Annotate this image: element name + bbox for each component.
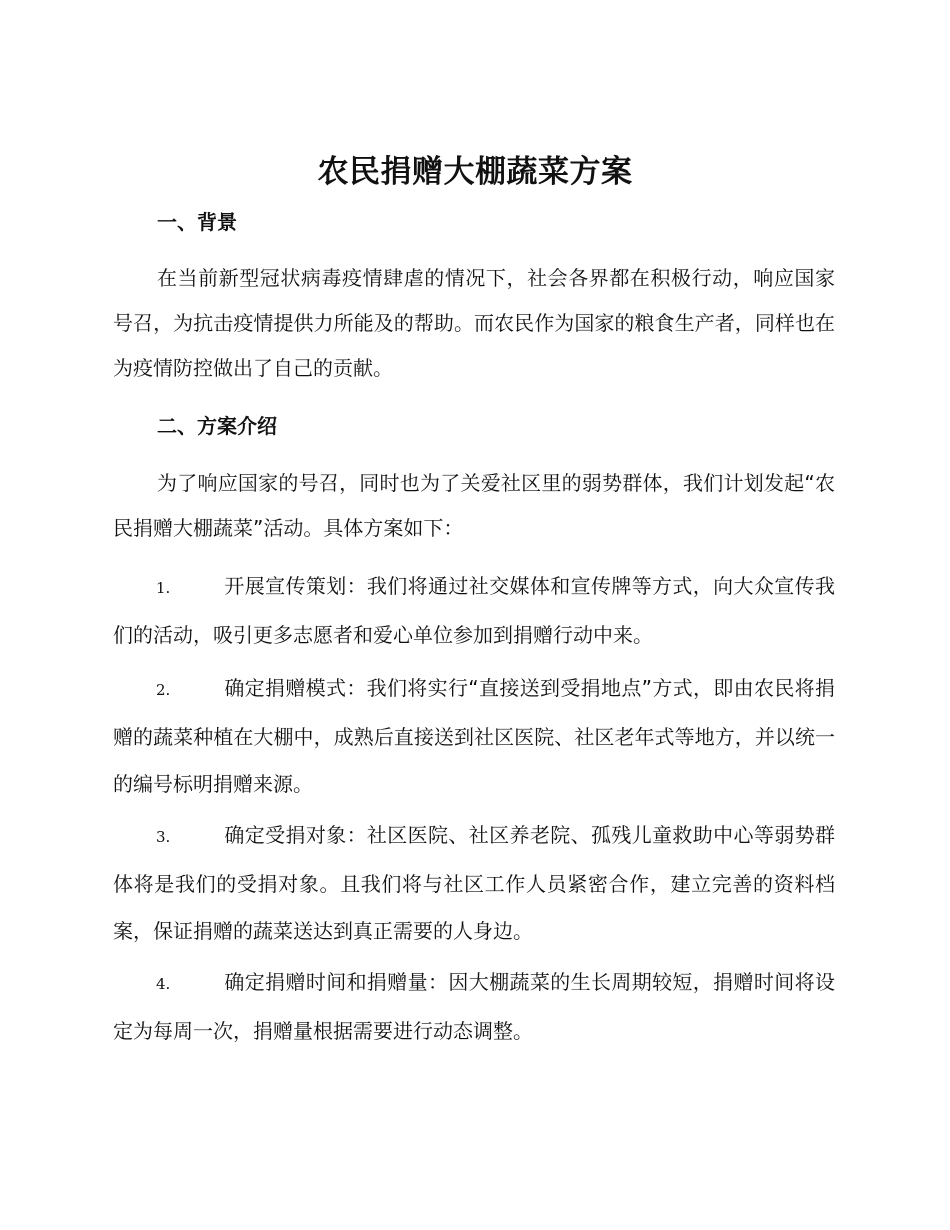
list-item-number: 3. [156,828,171,846]
section-heading-background: 一、背景 [157,210,237,234]
list-item-text: 确定捐赠时间和捐赠量：因大棚蔬菜的生长周期较短，捐赠时间将设定为每周一次，捐赠量根据需要进行动态调整。 [113,970,835,1043]
background-paragraph: 在当前新型冠状病毒疫情肆虐的情况下，社会各界都在积极行动，响应国家号召，为抗击疫情提供力所能及的帮助。而农民作为国家的粮食生产者，同样也在为疫情防控做出了自己的贡献。 [113,266,835,380]
list-item [113,665,835,808]
list-item [113,812,835,955]
list-item-text: 开展宣传策划：我们将通过社交媒体和宣传牌等方式，向大众宣传我们的活动，吸引更多志愿者和爱心单位参加到捐赠行动中来。 [113,574,835,647]
list-item-number: 2. [156,681,171,699]
document-title: 农民捐赠大棚蔬菜方案 [317,154,633,190]
list-item [113,959,835,1055]
list-item [113,563,835,659]
list-item-text: 确定受捐对象：社区医院、社区养老院、孤残儿童救助中心等弱势群体将是我们的受捐对象。且我们将与社区工作人员紧密合作，建立完善的资料档案，保证捐赠的蔬菜送达到真正需要的人身边。 [113,823,835,943]
section-heading-plan: 二、方案介绍 [157,414,277,438]
list-item-number: 1. [156,579,171,597]
list-item-number: 4. [156,975,171,993]
list-item-text: 确定捐赠模式：我们将实行“直接送到受捐地点”方式，即由农民将捐赠的蔬菜种植在大棚中，成熟后直接送到社区医院、社区老年式等地方，并以统一的编号标明捐赠来源。 [113,676,835,796]
plan-intro-paragraph: 为了响应国家的号召，同时也为了关爱社区里的弱势群体，我们计划发起“农民捐赠大棚蔬菜”活动。具体方案如下： [113,471,835,540]
